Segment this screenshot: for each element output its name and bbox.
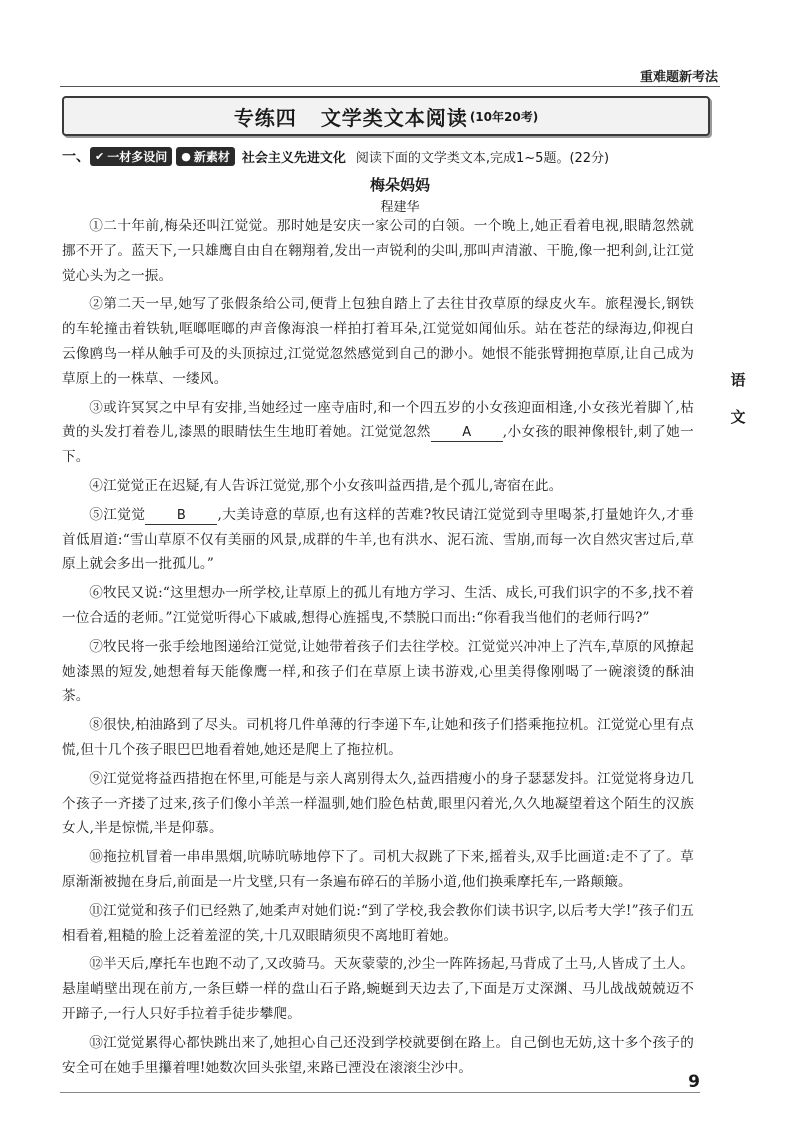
- paragraph: ⑤江觉觉 B ,大美诗意的草原,也有这样的苦难?牧民请江觉觉到寺里喝茶,打量她许久,才垂首低眉道:“雪山草原不仅有美丽的风景,成群的牛羊,也有洪水、泥石流、雪崩,而每一次自然灾害过后,草原上就会多出一批孤儿。”: [62, 506, 694, 573]
- side-tab-char: 文: [730, 408, 746, 426]
- tag-label: 新素材: [193, 149, 230, 164]
- blank-a: A: [431, 425, 503, 442]
- bulb-icon: ●: [181, 149, 191, 163]
- title-main: [234, 102, 468, 131]
- question-theme: 社会主义先进文化: [241, 150, 346, 166]
- page-number: 9: [688, 1072, 700, 1092]
- question-instruction: 阅读下面的文学类文本,完成1~5题。(22分): [355, 150, 610, 166]
- question-header: [62, 146, 722, 166]
- section-header: 重难题新考法: [639, 70, 718, 85]
- tag-multi-question: [90, 147, 172, 166]
- paragraph: ⑦牧民将一张手绘地图递给江觉觉,让她带着孩子们去往学校。江觉觉兴冲冲上了汽车,草原的风撩起她漆黑的短发,她想着每天能像鹰一样,和孩子们在草原上读书游戏,心里美得像刚喝了一碗滚烫的酥油茶。: [62, 638, 694, 705]
- paragraph: ⑬江觉觉累得心都快跳出来了,她担心自己还没到学校就要倒在路上。自己倒也无妨,这十多个孩子的安全可在她手里攥着哩!她数次回头张望,来路已湮没在滚滚尘沙中。: [62, 1034, 694, 1076]
- paragraph: ⑪江觉觉和孩子们已经熟了,她柔声对她们说:“到了学校,我会教你们读书识字,以后考大学!”孩子们五相看着,粗糙的脸上泛着羞涩的笑,十几双眼睛须臾不离地盯着她。: [62, 902, 694, 944]
- side-tab-char: 语: [730, 371, 746, 389]
- tag-new-material: [176, 147, 235, 166]
- paragraph: ⑩拖拉机冒着一串串黑烟,吭哧吭哧地停下了。司机大叔跳了下来,摇着头,双手比画道:走不了了。草原渐渐被抛在身后,前面是一片戈壁,只有一条遍布碎石的羊肠小道,他们换乘摩托车,一路颠簸。: [62, 849, 694, 890]
- paragraph: ⑨江觉觉将益西措抱在怀里,可能是与亲人离别得太久,益西措瘦小的身子瑟瑟发抖。江觉觉将身边几个孩子一齐搂了过来,孩子们像小羊羔一样温驯,她们脸色枯黄,眼里闪着光,久久地凝望着这个陌生的汉族女人,半是惊慌,半是仰慕。: [62, 770, 694, 837]
- paragraph: ⑧很快,柏油路到了尽头。司机将几件单薄的行李递下车,让她和孩子们搭乘拖拉机。江觉觉心里有点慌,但十几个孩子眼巴巴地看着她,她还是爬上了拖拉机。: [62, 717, 694, 758]
- question-number: 一、: [62, 149, 90, 165]
- footer-rule: [60, 1092, 700, 1093]
- check-icon: ✔: [95, 149, 105, 163]
- paragraph: ①二十年前,梅朵还叫江觉觉。那时她是安庆一家公司的白领。一个晚上,她正看着电视,眼睛忽然就挪不开了。蓝天下,一只雄鹰自由自在翱翔着,发出一声锐利的尖叫,那叫声清澈、干脆,像一把利剑,让江觉觉心头为之一振。: [62, 218, 694, 284]
- tag-label: 一材多设问: [107, 149, 168, 164]
- paragraph: ④江觉觉正在迟疑,有人告诉江觉觉,那个小女孩叫益西措,是个孤儿,寄宿在此。: [89, 477, 563, 494]
- paragraph: ③或许冥冥之中早有安排,当她经过一座寺庙时,和一个四五岁的小女孩迎面相逢,小女孩光着脚丫,枯黄的头发打着卷儿,漆黑的眼睛怯生生地盯着她。江觉觉忽然 A ,小女孩的眼神像根针,刺了她一下。: [62, 399, 694, 466]
- article-body: [62, 214, 694, 1084]
- paragraph: ②第二天一早,她写了张假条给公司,便背上包独自踏上了去往甘孜草原的绿皮火车。旅程漫长,钢铁的车轮撞击着铁轨,哐啷哐啷的声音像海浪一样拍打着耳朵,江觉觉如闻仙乐。站在苍茫的绿海边,仰视白云像鸥鸟一样从触手可及的头顶掠过,江觉觉忽然感觉到自己的渺小。她恨不能张臂拥抱草原,让自己成为草原上的一株草、一缕风。: [62, 296, 694, 387]
- title-number: 专练四: [233, 105, 297, 130]
- header-rule: [60, 86, 720, 87]
- paragraph: ⑥牧民又说:“这里想办一所学校,让草原上的孤儿有地方学习、生活、成长,可我们识字的不多,找不着一位合适的老师。”江觉觉听得心下戚戚,想得心旌摇曳,不禁脱口而出:“你看我当他们的老师行吗?”: [62, 585, 695, 626]
- paragraph: ⑫半天后,摩托车也跑不动了,又改骑马。天灰蒙蒙的,沙尘一阵阵扬起,马背成了土马,人皆成了土人。悬崖峭壁出现在前方,一条巨蟒一样的盘山石子路,蜿蜒到天边去了,下面是万丈深渊、马儿战战兢兢迈不开蹄子,一行人只好手拉着手徒步攀爬。: [62, 956, 694, 1022]
- subject-side-tab: [722, 348, 754, 448]
- blank-b: B: [145, 508, 217, 525]
- title-note: (10年20考): [469, 109, 539, 124]
- title-banner: [62, 96, 710, 136]
- article-author: 程建华: [380, 200, 420, 215]
- article-title: 梅朵妈妈: [369, 176, 430, 194]
- title-subject: 文学类文本阅读: [320, 105, 468, 130]
